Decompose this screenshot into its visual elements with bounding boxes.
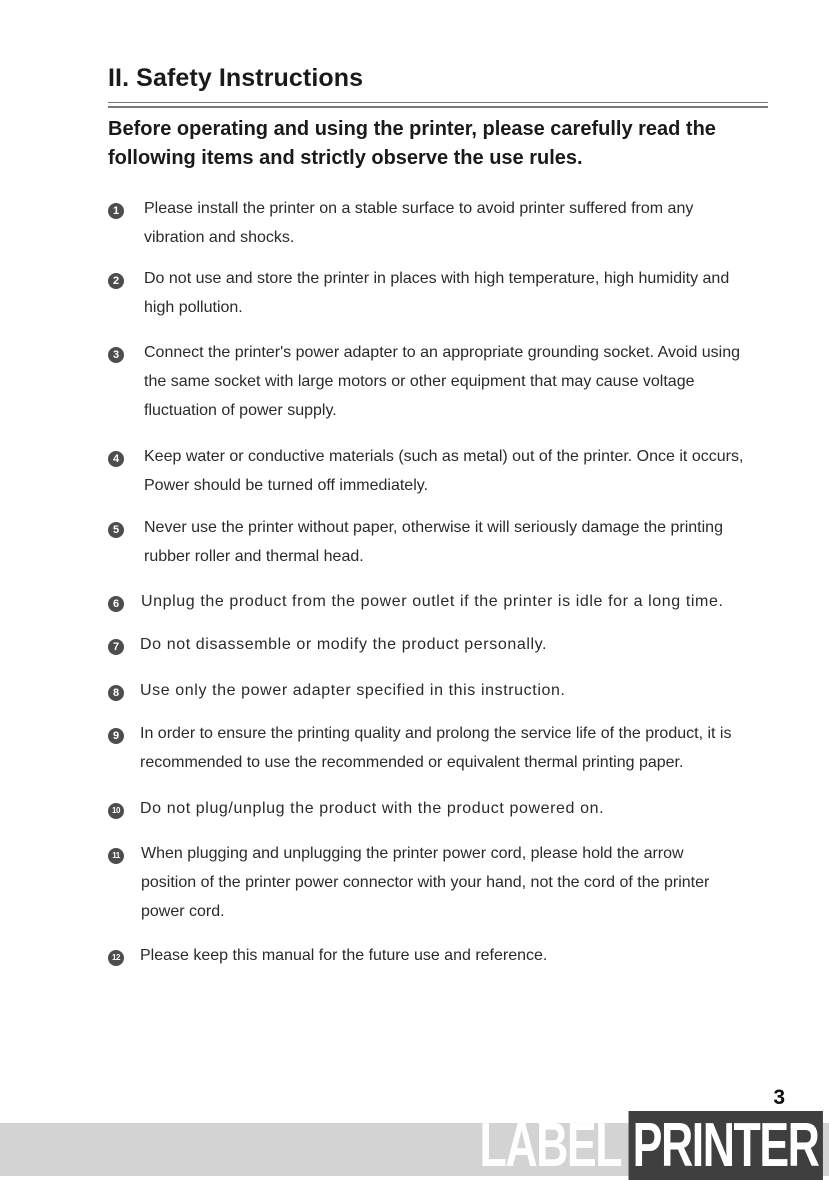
item-number-badge: 5 xyxy=(108,522,124,538)
title-divider xyxy=(108,102,768,108)
brand-printer-word: PRINTER xyxy=(628,1111,823,1180)
safety-item-text: Use only the power adapter specified in this instruction. xyxy=(140,682,566,699)
brand-logo xyxy=(479,1111,823,1180)
item-number-badge: 6 xyxy=(108,596,124,612)
item-number-badge: 11 xyxy=(108,848,124,864)
safety-item-text: Unplug the product from the power outlet if the printer is idle for a long time. xyxy=(141,593,724,610)
safety-item-text: Connect the printer's power adapter to an appropriate grounding socket. Avoid using the same socket with large motors or other equipment that may cause voltage fluctuation of power supply. xyxy=(144,344,741,419)
item-number-badge: 8 xyxy=(108,685,124,701)
item-number-badge: 12 xyxy=(108,950,124,966)
intro-paragraph: Before operating and using the printer, please carefully read the following items and strictly observe the use rules. xyxy=(108,118,716,169)
safety-item-text: When plugging and unplugging the printer power cord, please hold the arrow position of the printer power connector with your hand, not the cord of the printer power cord. xyxy=(141,845,710,920)
page-number: 3 xyxy=(773,1086,785,1109)
safety-item-text: Do not disassemble or modify the product personally. xyxy=(140,636,548,653)
safety-item-text: Never use the printer without paper, otherwise it will seriously damage the printing rubber roller and thermal head. xyxy=(144,519,723,565)
safety-item-text: Please keep this manual for the future use and reference. xyxy=(140,947,548,964)
item-number-badge: 7 xyxy=(108,639,124,655)
safety-item-text: Please install the printer on a stable surface to avoid printer suffered from any vibration and shocks. xyxy=(144,200,694,246)
safety-item-text: Do not use and store the printer in places with high temperature, high humidity and high pollution. xyxy=(144,270,730,316)
safety-item-text: In order to ensure the printing quality and prolong the service life of the product, it is recommended to use the recommended or equivalent thermal printing paper. xyxy=(140,725,732,771)
item-number-badge: 2 xyxy=(108,273,124,289)
safety-item-text: Keep water or conductive materials (such as metal) out of the printer. Once it occurs, Power should be turned off immediately. xyxy=(144,448,744,494)
item-number-badge: 9 xyxy=(108,728,124,744)
item-number-badge: 10 xyxy=(108,803,124,819)
item-number-badge: 3 xyxy=(108,347,124,363)
safety-item-text: Do not plug/unplug the product with the product powered on. xyxy=(140,800,605,817)
brand-label-word: LABEL xyxy=(479,1111,622,1180)
item-number-badge: 1 xyxy=(108,203,124,219)
item-number-badge: 4 xyxy=(108,451,124,467)
section-title: II. Safety Instructions xyxy=(108,64,364,92)
